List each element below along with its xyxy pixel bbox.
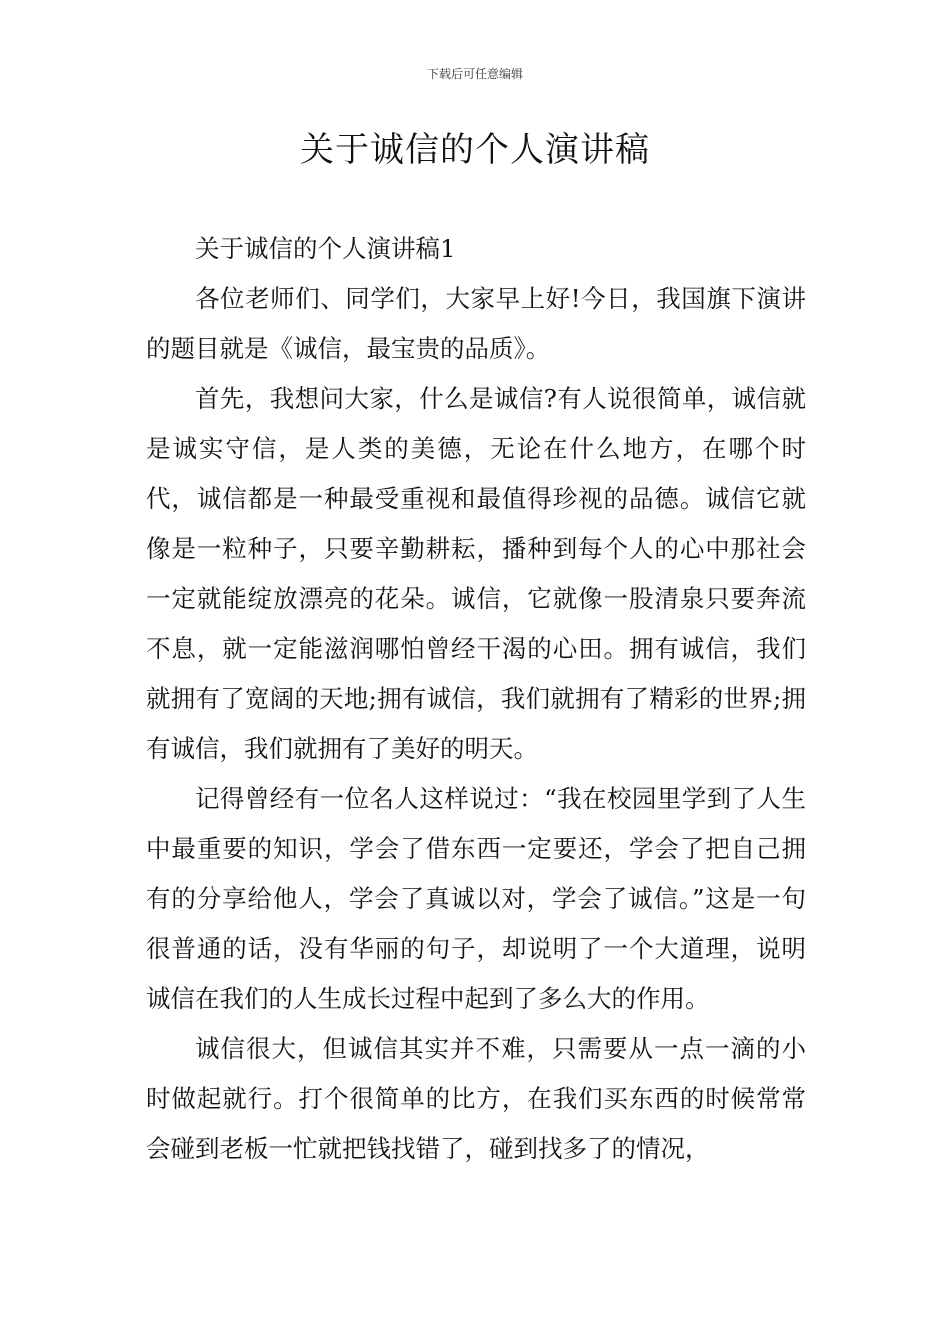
paragraph: 记得曾经有一位名人这样说过：“我在校园里学到了人生中最重要的知识，学会了借东西一定要还，学会了把自己拥有的分享给他人，学会了真诚以对，学会了诚信。”这是一句很普通的话，没有华丽的句子，却说明了一个大道理，说明诚信在我们的人生成长过程中起到了多么大的作用。 <box>146 784 806 1013</box>
header-note: 下载后可任意编辑 <box>426 67 523 81</box>
paragraph: 首先，我想问大家，什么是诚信?有人说很简单，诚信就是诚实守信，是人类的美德，无论在什么地方，在哪个时代，诚信都是一种最受重视和最值得珍视的品德。诚信它就像是一粒种子，只要辛勤耕耘，播种到每个人的心中那社会一定就能绽放漂亮的花朵。诚信，它就像一股清泉只要奔流不息，就一定能滋润哪怕曾经干渴的心田。拥有诚信，我们就拥有了宽阔的天地;拥有诚信，我们就拥有了精彩的世界;拥有诚信，我们就拥有了美好的明天。 <box>146 384 806 763</box>
paragraph: 诚信很大，但诚信其实并不难，只需要从一点一滴的小时做起就行。打个很简单的比方，在我们买东西的时候常常会碰到老板一忙就把钱找错了，碰到找多了的情况， <box>146 1034 806 1163</box>
section-heading: 关于诚信的个人演讲稿1 <box>195 234 456 263</box>
document-title: 关于诚信的个人演讲稿 <box>300 130 650 170</box>
paragraph: 各位老师们、同学们，大家早上好!今日，我国旗下演讲的题目就是《诚信，最宝贵的品质》。 <box>146 284 806 363</box>
document-body <box>146 224 806 1174</box>
